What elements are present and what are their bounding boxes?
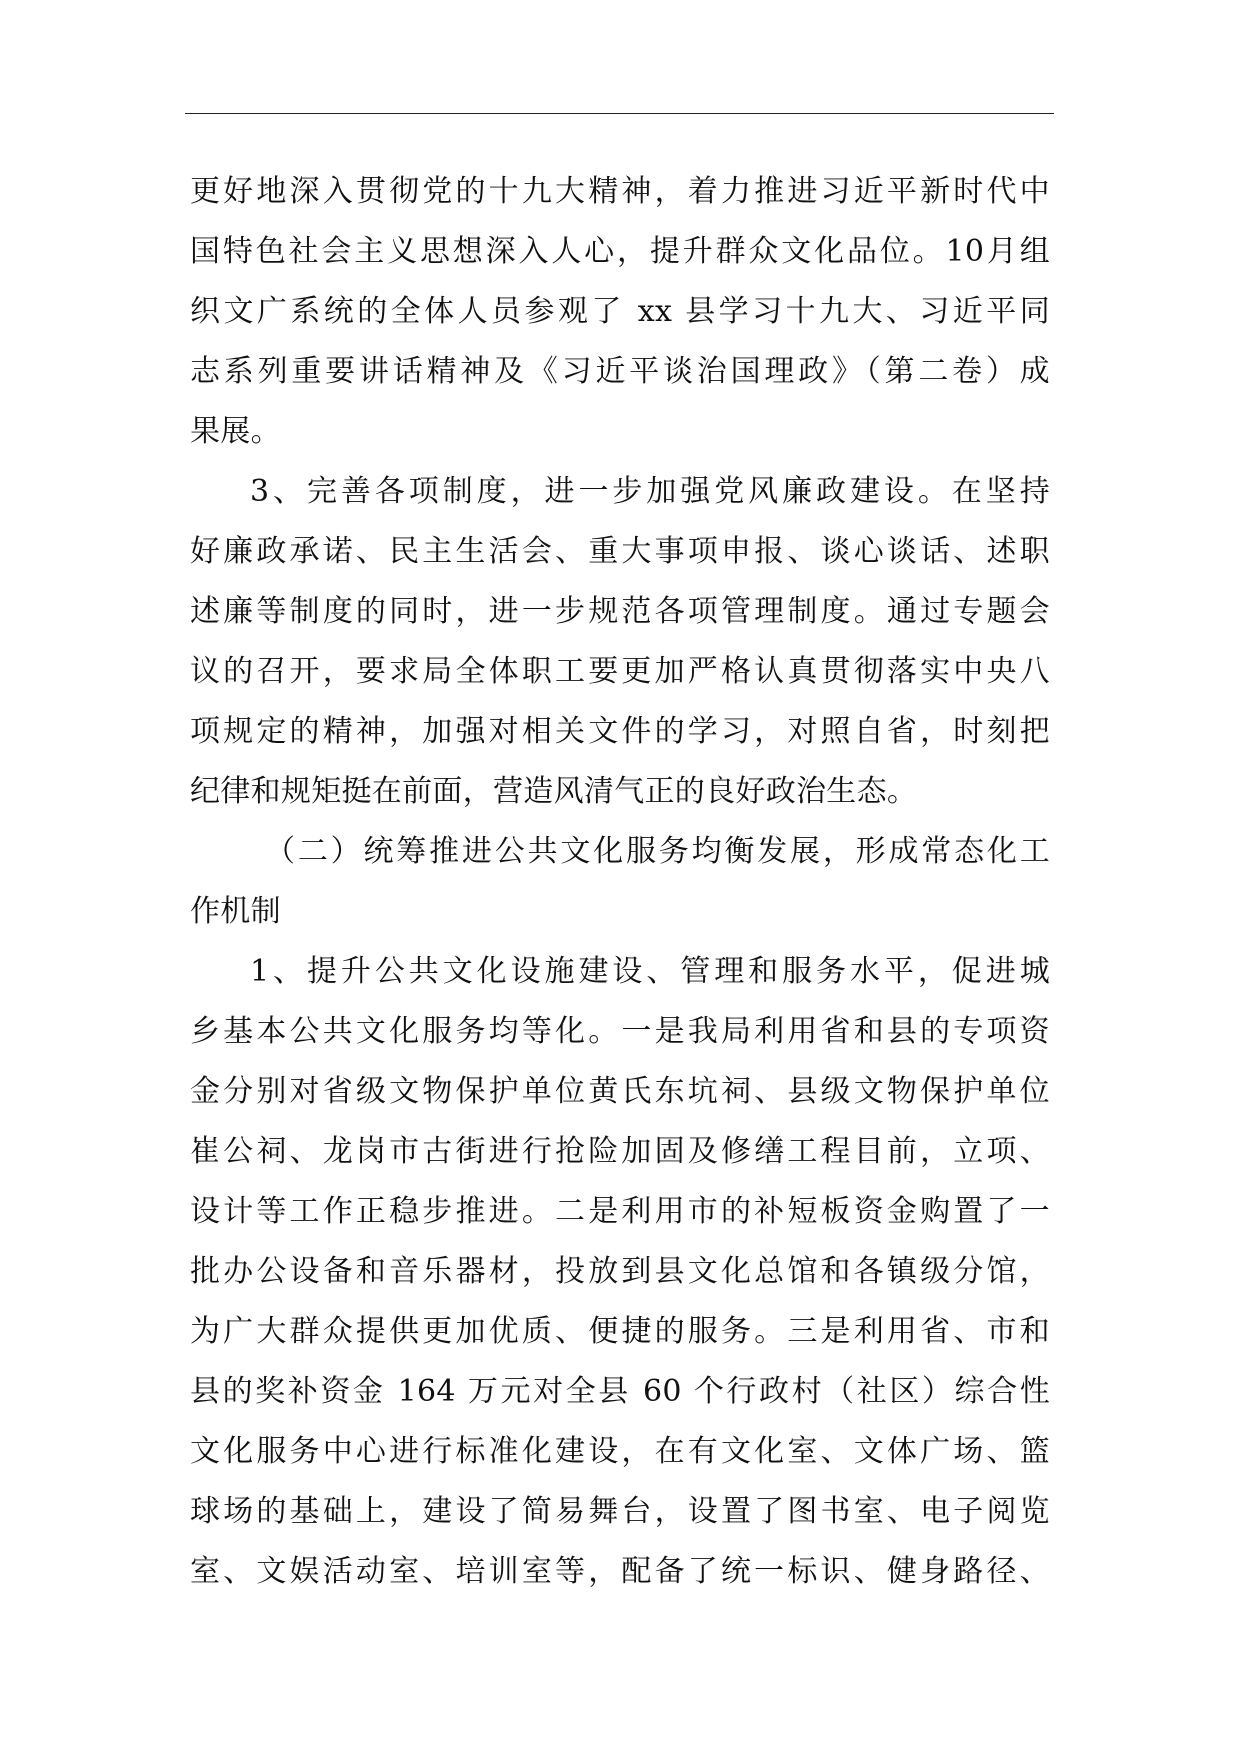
text-line: 金分别对省级文物保护单位黄氏东坑祠、县级文物保护单位 (190, 1074, 1050, 1109)
text-line: 议的召开，要求局全体职工要更加严格认真贯彻落实中央八 (190, 654, 1050, 689)
text-line: 好廉政承诺、民主生活会、重大事项申报、谈心谈话、述职 (190, 534, 1050, 569)
text-line: 3、完善各项制度，进一步加强党风廉政建设。在坚持 (250, 474, 1050, 509)
paragraph-item-3-integrity (190, 462, 1050, 822)
text-line: 县的奖补资金 164 万元对全县 60 个行政村（社区）综合性 (190, 1374, 1050, 1409)
text-line: 项规定的精神，加强对相关文件的学习，对照自省，时刻把 (190, 714, 1050, 749)
text-line: 室、文娱活动室、培训室等，配备了统一标识、健身路径、 (190, 1554, 1050, 1589)
text-line: 批办公设备和音乐器材，投放到县文化总馆和各镇级分馆， (190, 1254, 1050, 1289)
text-line: 织文广系统的全体人员参观了 xx 县学习十九大、习近平同 (190, 294, 1050, 329)
header-rule (185, 113, 1054, 114)
text-line: 志系列重要讲话精神及《习近平谈治国理政》（第二卷）成 (190, 354, 1050, 389)
text-line: 设计等工作正稳步推进。二是利用市的补短板资金购置了一 (190, 1194, 1050, 1229)
text-line: 述廉等制度的同时，进一步规范各项管理制度。通过专题会 (190, 594, 1050, 629)
document-body (190, 162, 1050, 1602)
text-line: 果展。 (190, 414, 281, 449)
text-line: 更好地深入贯彻党的十九大精神，着力推进习近平新时代中 (190, 174, 1050, 209)
text-line: 为广大群众提供更加优质、便捷的服务。三是利用省、市和 (190, 1314, 1050, 1349)
text-line: （二）统筹推进公共文化服务均衡发展，形成常态化工 (265, 834, 1050, 869)
paragraph-study-continued (190, 162, 1050, 462)
text-line: 乡基本公共文化服务均等化。一是我局利用省和县的专项资 (190, 1014, 1050, 1049)
section-heading-2 (190, 822, 1050, 942)
text-line: 文化服务中心进行标准化建设，在有文化室、文体广场、篮 (190, 1434, 1050, 1469)
text-line: 国特色社会主义思想深入人心，提升群众文化品位。10月组 (190, 234, 1050, 269)
text-line: 纪律和规矩挺在前面，营造风清气正的良好政治生态。 (190, 774, 918, 809)
text-line: 球场的基础上，建设了简易舞台，设置了图书室、电子阅览 (190, 1494, 1050, 1529)
text-line: 崔公祠、龙岗市古街进行抢险加固及修缮工程目前，立项、 (190, 1134, 1050, 1169)
text-line: 1、提升公共文化设施建设、管理和服务水平，促进城 (250, 954, 1050, 989)
paragraph-item-1-facilities (190, 942, 1050, 1602)
text-line: 作机制 (190, 894, 281, 929)
